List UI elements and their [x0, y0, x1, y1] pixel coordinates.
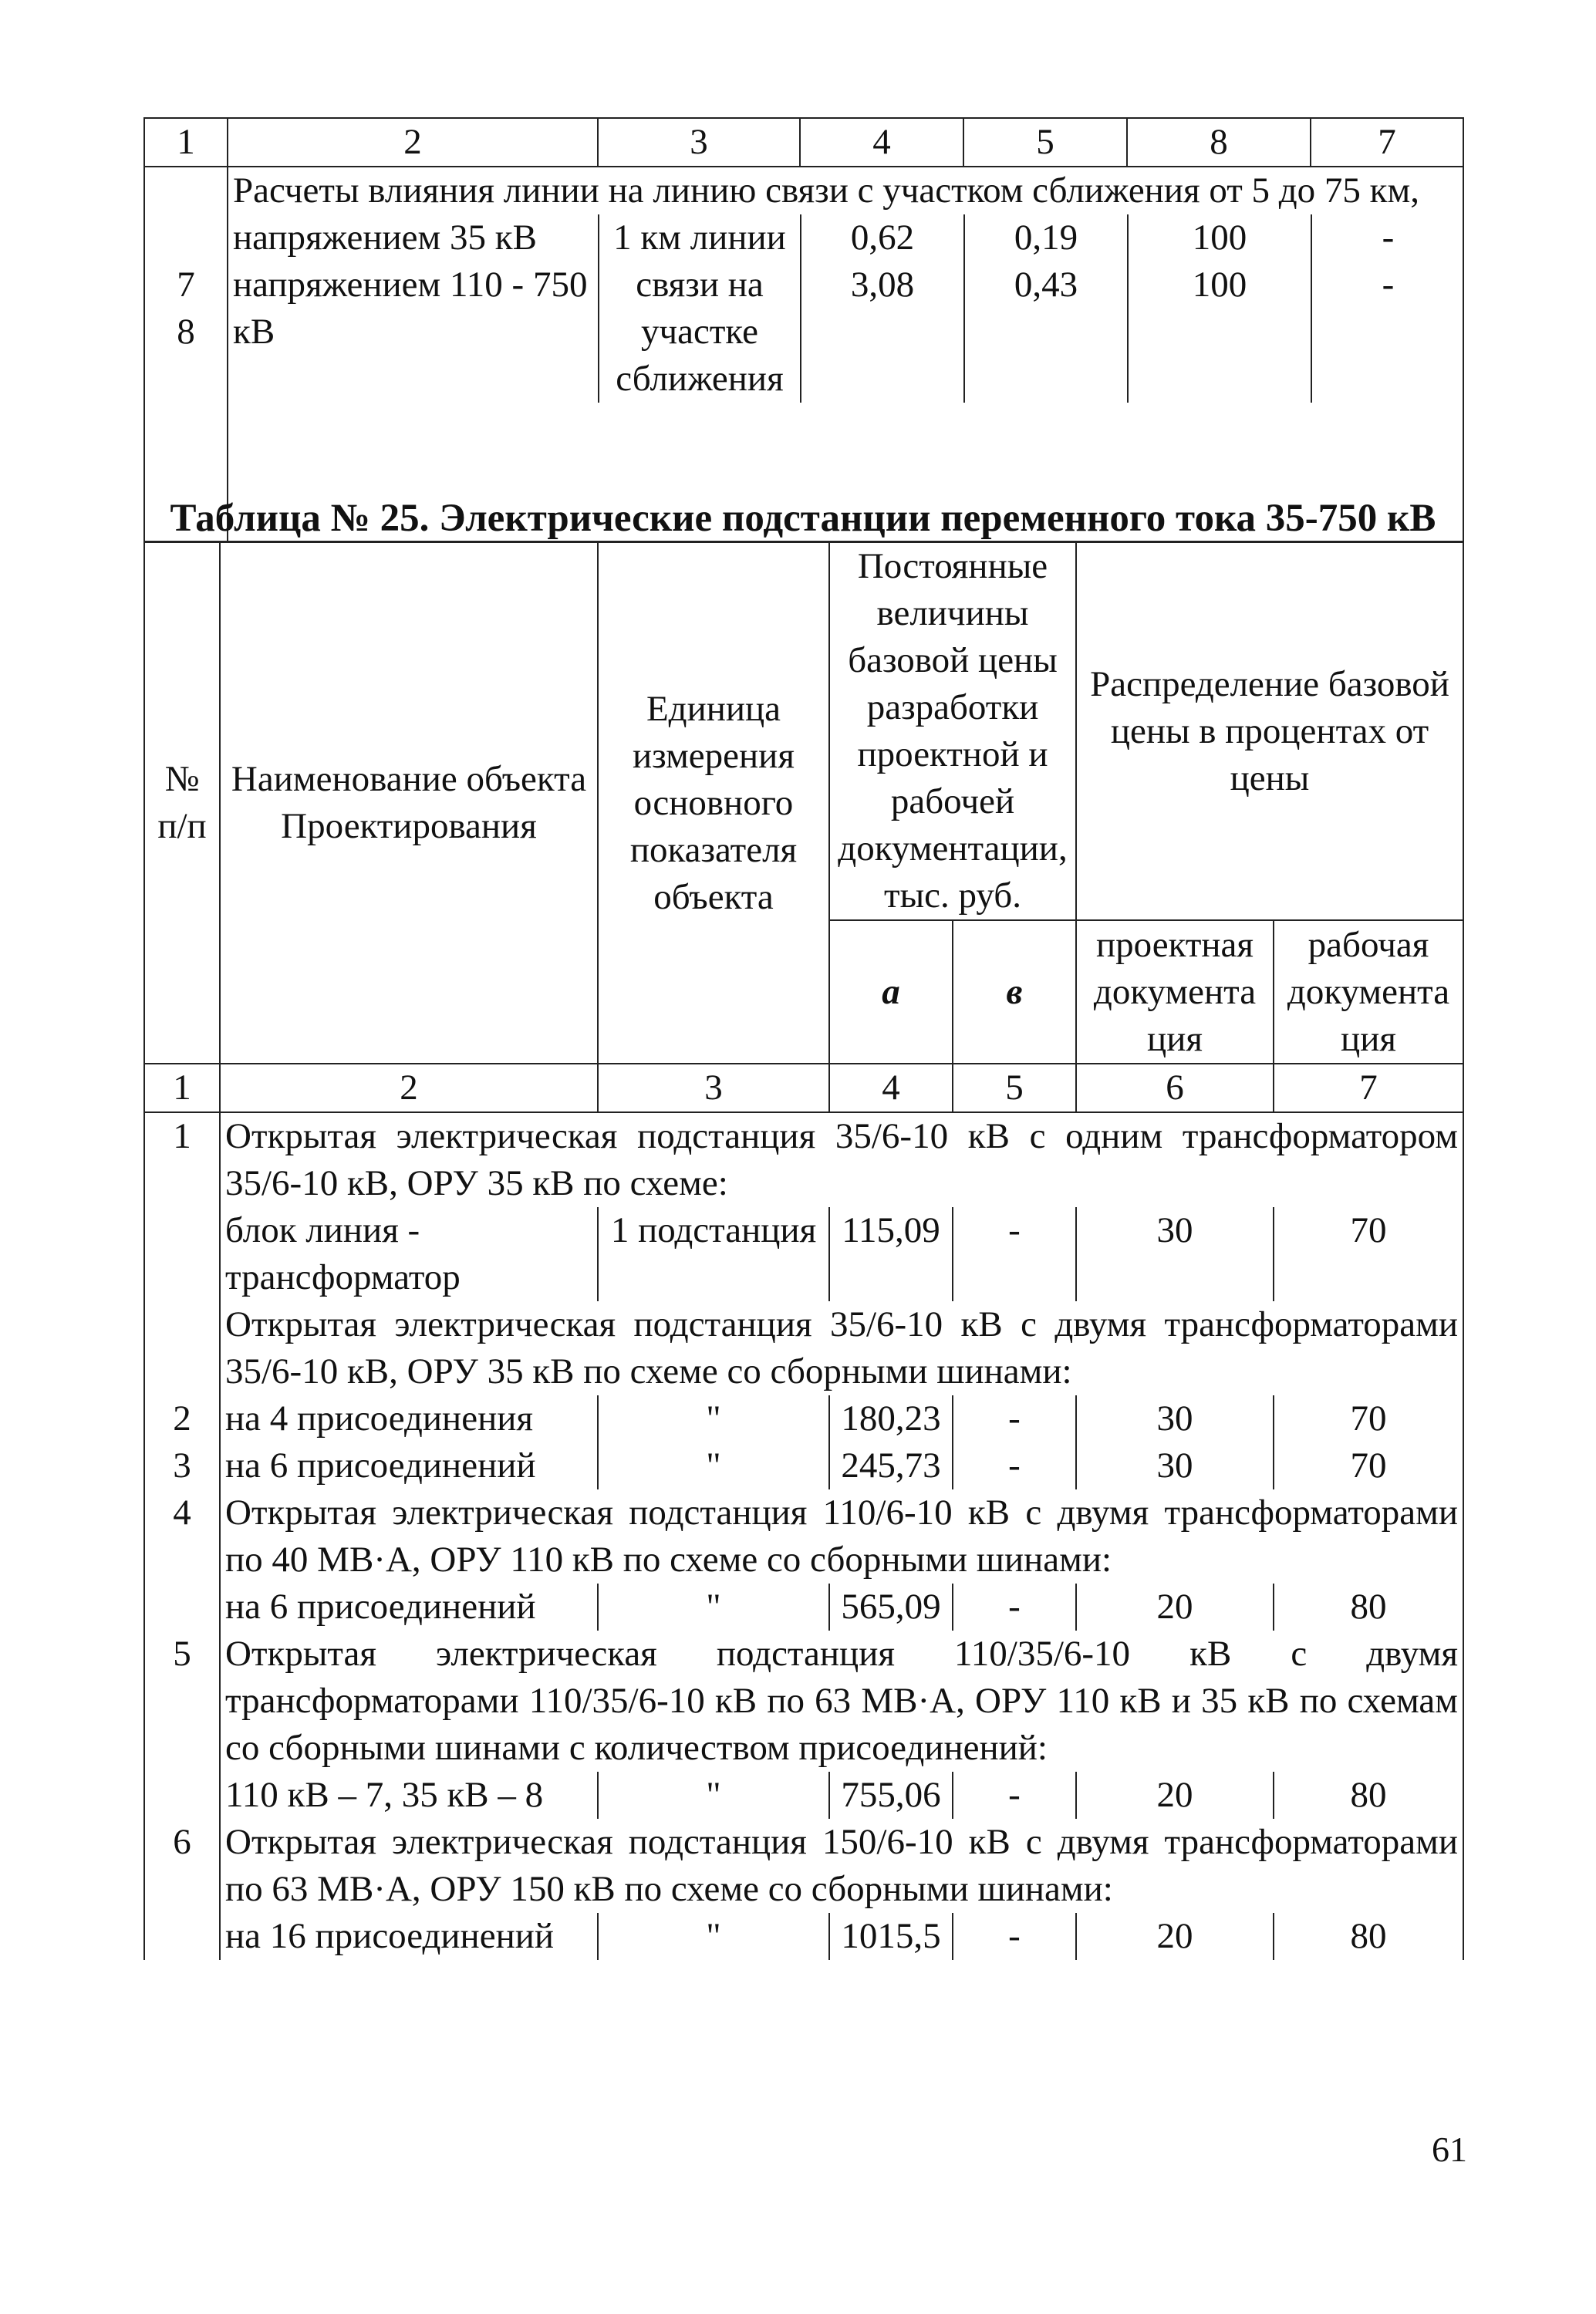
header-a: а [829, 920, 953, 1064]
row-name: напряжением 35 кВ [233, 218, 537, 258]
cell-name: блок линия - трансформатор [220, 1207, 598, 1301]
header-name: Наименование объекта Проектирования [220, 542, 598, 1064]
row-number: 3 [144, 1442, 220, 1489]
cell-p7: 80 [1274, 1913, 1463, 1960]
page-number: 61 [1432, 2130, 1467, 2169]
cell-name: на 16 присоединений [220, 1913, 598, 1960]
top-col-6: 8 [1127, 118, 1311, 167]
cell-a: 1015,5 [829, 1913, 953, 1960]
value-p6: 100 [1192, 218, 1247, 258]
top-col-5: 5 [963, 118, 1127, 167]
row-number: 2 [144, 1395, 220, 1442]
section-title: Открытая электрическая подстанция 110/6-10 кВ с двумя трансформаторами по 40 МВ·А, ОРУ 110 кВ по схеме со сборными шинами: [220, 1489, 1463, 1584]
value-b: 0,43 [1014, 265, 1078, 305]
colnum: 1 [144, 1064, 220, 1112]
top-table [143, 117, 1464, 542]
top-col-2: 2 [228, 118, 598, 167]
top-col-1: 1 [144, 118, 228, 167]
colnum: 2 [220, 1064, 598, 1112]
section-title-row [144, 1489, 1463, 1584]
row-number: 8 [177, 312, 195, 352]
cell-a: 755,06 [829, 1772, 953, 1819]
table-row [144, 1395, 1463, 1442]
section-title-row [144, 1112, 1463, 1207]
cell-name: на 6 присоединений [220, 1442, 598, 1489]
cell-b: - [953, 1772, 1076, 1819]
cell-unit: " [598, 1584, 829, 1631]
section-title-row [144, 1819, 1463, 1913]
row-number [144, 1301, 220, 1395]
cell-a: 245,73 [829, 1442, 953, 1489]
value-a: 0,62 [850, 218, 915, 258]
section-title: Открытая электрическая подстанция 35/6-10 кВ с двумя трансформаторами 35/6-10 кВ, ОРУ 35 кВ по схеме со сборными шинами: [220, 1301, 1463, 1395]
cell-unit: " [598, 1442, 829, 1489]
top-table-body [144, 167, 1463, 541]
row-number [144, 1913, 220, 1960]
section-title: Открытая электрическая подстанция 150/6-10 кВ с двумя трансформаторами по 63 МВ·А, ОРУ 150 кВ по схеме со сборными шинами: [220, 1819, 1463, 1913]
cell-p7: 70 [1274, 1395, 1463, 1442]
header-num: № п/п [144, 542, 220, 1064]
row-unit: 1 км линии связи на участке сближения [599, 214, 801, 403]
value-p7: - [1382, 218, 1395, 258]
cell-b: - [953, 1442, 1076, 1489]
table-row [144, 1442, 1463, 1489]
value-a: 3,08 [850, 265, 915, 305]
table-title: Таблица № 25. Электрические подстанции переменного тока 35-750 кВ [170, 497, 1436, 540]
cell-a: 180,23 [829, 1395, 953, 1442]
header-row [144, 542, 1463, 920]
cell-b: - [953, 1395, 1076, 1442]
cell-name: 110 кВ – 7, 35 кВ – 8 [220, 1772, 598, 1819]
colnum: 5 [953, 1064, 1076, 1112]
colnum: 7 [1274, 1064, 1463, 1112]
section-title: Открытая электрическая подстанция 35/6-10 кВ с одним трансформатором 35/6-10 кВ, ОРУ 35 кВ по схеме: [220, 1112, 1463, 1207]
section-title-row [144, 1301, 1463, 1395]
value-b: 0,19 [1014, 218, 1078, 258]
value-p6: 100 [1192, 265, 1247, 305]
cell-p6: 30 [1076, 1207, 1274, 1301]
top-col-4: 4 [800, 118, 963, 167]
top-table-header [144, 118, 1463, 167]
table-row [144, 1913, 1463, 1960]
cell-unit: " [598, 1395, 829, 1442]
table-row [144, 1772, 1463, 1819]
cell-p7: 70 [1274, 1442, 1463, 1489]
header-p7: рабочая документа ция [1274, 920, 1463, 1064]
section-title: Открытая электрическая подстанция 110/35/6-10 кВ с двумя трансформаторами 110/35/6-10 кВ по 63 МВ·А, ОРУ 110 кВ и 35 кВ по схемам со сборными шинами с количеством присоединений: [220, 1631, 1463, 1772]
colnum: 6 [1076, 1064, 1274, 1112]
cell-b: - [953, 1913, 1076, 1960]
row-number: 7 [177, 265, 195, 305]
row-number: 4 [144, 1489, 220, 1584]
cell-p7: 80 [1274, 1584, 1463, 1631]
table-row [144, 1584, 1463, 1631]
header-p6: проектная документа ция [1076, 920, 1274, 1064]
value-p7: - [1382, 265, 1395, 305]
cell-unit: " [598, 1772, 829, 1819]
cell-p6: 20 [1076, 1772, 1274, 1819]
cell-b: - [953, 1584, 1076, 1631]
row-number [144, 1584, 220, 1631]
top-col-3: 3 [598, 118, 800, 167]
table-row [144, 1207, 1463, 1301]
header-b: в [953, 920, 1076, 1064]
header-const: Постоянные величины базовой цены разработки проектной и рабочей документации, тыс. руб. [829, 542, 1076, 920]
row-name: напряжением 110 - 750 кВ [233, 265, 588, 352]
row-number: 5 [144, 1631, 220, 1772]
cell-p7: 70 [1274, 1207, 1463, 1301]
section-title-row [144, 1631, 1463, 1772]
main-table [143, 541, 1464, 1960]
cell-p6: 20 [1076, 1584, 1274, 1631]
row-number: 1 [144, 1112, 220, 1207]
row-number: 6 [144, 1819, 220, 1913]
cell-p6: 20 [1076, 1913, 1274, 1960]
cell-unit: " [598, 1913, 829, 1960]
header-dist: Распределение базовой цены в процентах от цены [1076, 542, 1463, 920]
cell-a: 565,09 [829, 1584, 953, 1631]
colnum: 3 [598, 1064, 829, 1112]
cell-name: на 4 присоединения [220, 1395, 598, 1442]
colnum: 4 [829, 1064, 953, 1112]
row-number [144, 1772, 220, 1819]
cell-p6: 30 [1076, 1442, 1274, 1489]
cell-p7: 80 [1274, 1772, 1463, 1819]
cell-b: - [953, 1207, 1076, 1301]
cell-unit: 1 подстанция [598, 1207, 829, 1301]
row-number [144, 1207, 220, 1301]
cell-p6: 30 [1076, 1395, 1274, 1442]
top-col-7: 7 [1311, 118, 1463, 167]
group-title: Расчеты влияния линии на линию связи с участком сближения от 5 до 75 км, [233, 170, 1420, 211]
cell-name: на 6 присоединений [220, 1584, 598, 1631]
cell-a: 115,09 [829, 1207, 953, 1301]
header-unit: Единица измерения основного показателя объекта [598, 542, 829, 1064]
column-numbers-row [144, 1064, 1463, 1112]
